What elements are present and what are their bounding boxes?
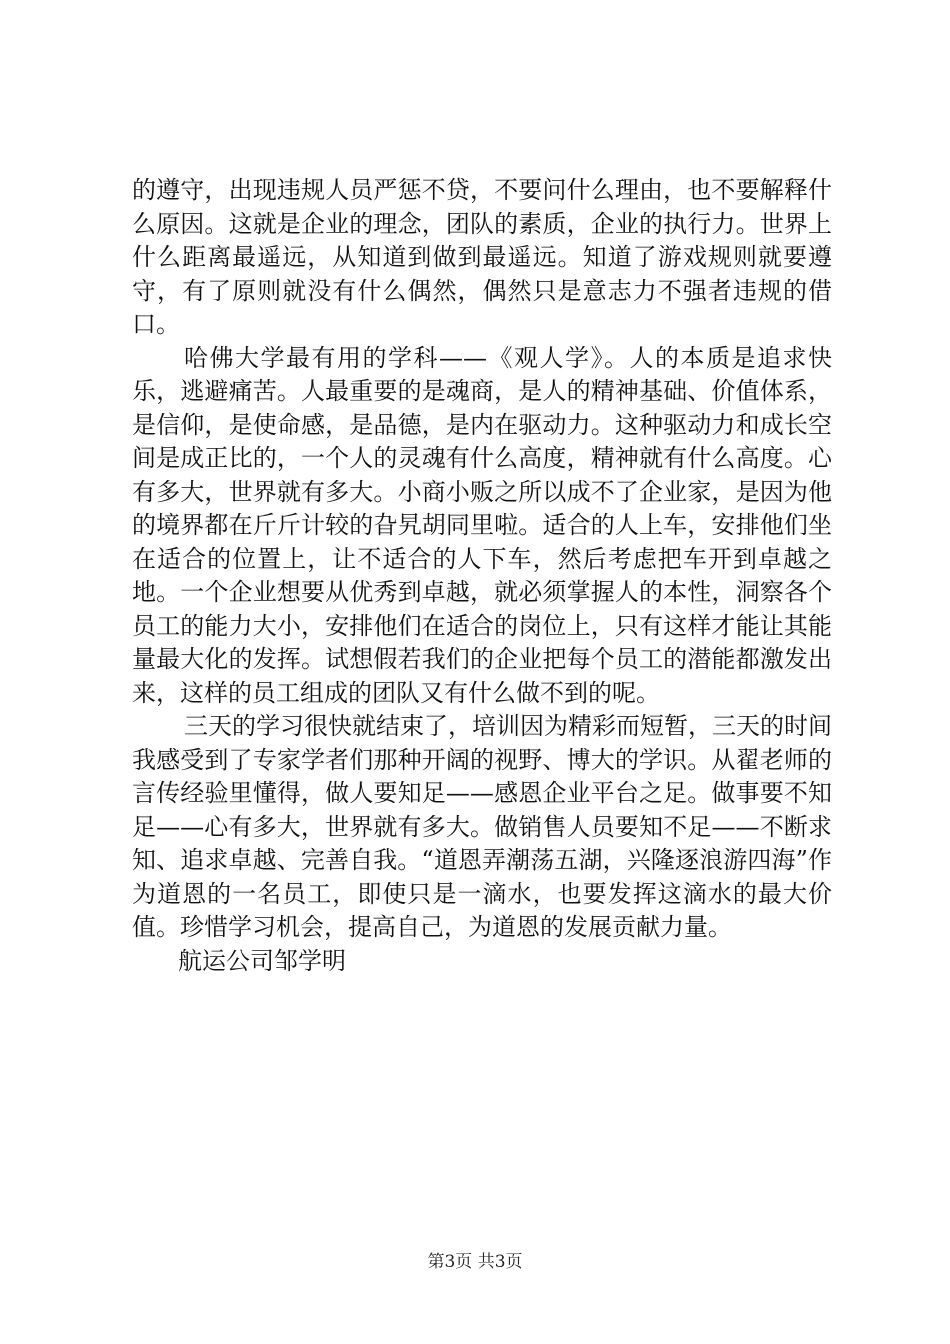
paragraph-1: 的遵守，出现违规人员严惩不贷，不要问什么理由，也不要解释什么原因。这就是企业的理念，团队的素质，企业的执行力。世界上什么距离最遥远，从知道到做到最遥远。知道了游戏规则就要遵守，有了原则就没有什么偶然，偶然只是意志力不强者违规的借口。: [132, 176, 832, 338]
page-number-label: 第3页 共3页: [427, 1252, 523, 1272]
paragraph-3: 三天的学习很快就结束了，培训因为精彩而短暂，三天的时间我感受到了专家学者们那种开阔的视野、博大的学识。从翟老师的言传经验里懂得，做人要知足——感恩企业平台之足。做事要不知足——心有多大，世界就有多大。做销售人员要知不足——不断求知、追求卓越、完善自我。“道恩弄潮荡五湖，兴隆逐浪游四海”作为道恩的一名员工，即使只是一滴水，也要发挥这滴水的最大价值。珍惜学习机会，提高自己，为道恩的发展贡献力量。: [132, 712, 832, 941]
page-footer: [0, 1247, 950, 1272]
paragraph-2: 哈佛大学最有用的学科——《观人学》。人的本质是追求快乐，逃避痛苦。人最重要的是魂商，是人的精神基础、价值体系，是信仰，是使命感，是品德，是内在驱动力。这种驱动力和成长空间是成正比的，一个人的灵魂有什么高度，精神就有什么高度。心有多大，世界就有多大。小商小贩之所以成不了企业家，是因为他的境界都在斤斤计较的旮旯胡同里啦。适合的人上车，安排他们坐在适合的位置上，让不适合的人下车，然后考虑把车开到卓越之地。一个企业想要从优秀到卓越，就必须掌握人的本性，洞察各个员工的能力大小，安排他们在适合的岗位上，只有这样才能让其能量最大化的发挥。试想假若我们的企业把每个员工的潜能都激发出来，这样的员工组成的团队又有什么做不到的呢。: [132, 343, 832, 707]
document-body: [132, 174, 832, 978]
signature: 航运公司邹学明: [178, 946, 346, 975]
